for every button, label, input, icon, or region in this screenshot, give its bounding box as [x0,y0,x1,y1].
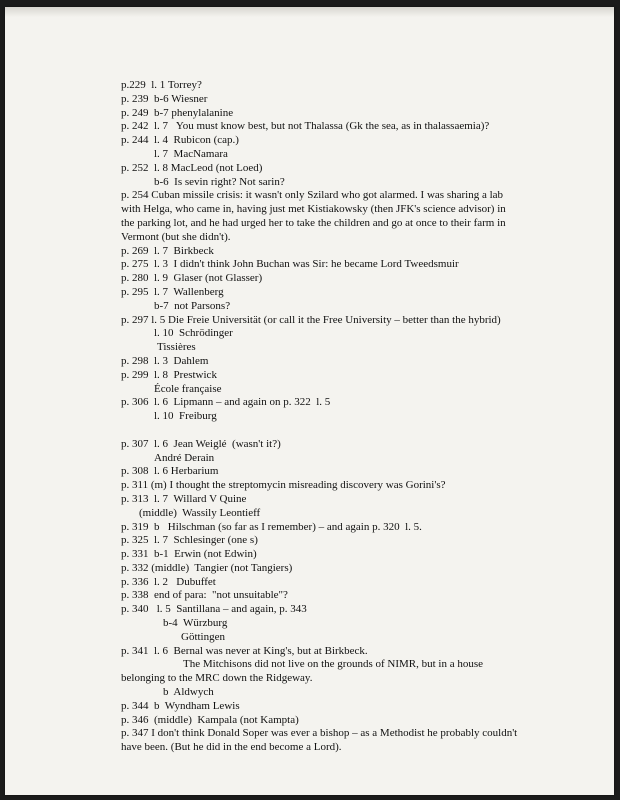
note-line: p. 340 l. 5 Santillana – and again, p. 343 [121,603,307,616]
note-line: l. 10 Schrödinger [154,327,233,340]
note-line: p. 298 l. 3 Dahlem [121,354,209,367]
note-line: p. 297 l. 5 Die Freie Universität (or call it the Free University – better than the hybrid) [121,313,501,326]
note-line: p. 275 l. 3 I didn't think John Buchan was Sir: he became Lord Tweedsmuir [121,258,459,271]
note-line: p. 307 l. 6 Jean Weiglé (wasn't it?) [121,437,281,450]
blank-line [121,424,521,438]
note-line: p. 239 b-6 Wiesner [121,92,208,105]
note-line: Tissières [157,341,196,354]
note-line: l. 10 Freiburg [154,410,217,423]
note-line: p. 344 b Wyndham Lewis [121,699,240,712]
note-line: p. 332 (middle) Tangier (not Tangiers) [121,561,293,574]
note-line: b-4 Würzburg [163,617,228,630]
note-line: p. 338 end of para: "not unsuitable"? [121,589,288,602]
note-line: p. 249 b-7 phenylalanine [121,106,234,119]
note-line: p. 336 l. 2 Dubuffet [121,575,216,588]
note-line: p. 341 l. 6 Bernal was never at King's, but at Birkbeck. [121,644,368,657]
note-line: p. 331 b-1 Erwin (not Edwin) [121,548,257,561]
note-line: p. 313 l. 7 Willard V Quine [121,492,247,505]
note-line: p. 346 (middle) Kampala (not Kampta) [121,713,299,726]
note-line: p. 242 l. 7 You must know best, but not Thalassa (Gk the sea, as in thalassaemia)? [121,120,490,133]
note-line: p. 306 l. 6 Lipmann – and again on p. 322 l. 5 [121,396,331,409]
note-line: p. 325 l. 7 Schlesinger (one s) [121,534,258,547]
note-line: p. 280 l. 9 Glaser (not Glasser) [121,272,263,285]
note-line: p. 347 I don't think Donald Soper was ever a bishop – as a Methodist he probably couldn't have been. (But he did in the end become a Lord). [121,727,518,754]
note-line: p.229 l. 1 Torrey? [121,79,202,91]
note-line: b-6 Is sevin right? Not sarin? [154,175,285,188]
note-line: Göttingen [181,630,225,643]
note-line: b Aldwych [163,686,214,699]
note-line: p. 308 l. 6 Herbarium [121,465,219,478]
note-line: p. 295 l. 7 Wallenberg [121,285,224,298]
note-line: p. 252 l. 8 MacLeod (not Loed) [121,161,263,174]
note-line: p. 311 (m) I thought the streptomycin misreading discovery was Gorini's? [121,479,446,492]
scan-edge-shadow [5,7,614,17]
correction-notes [121,79,521,755]
note-line: b-7 not Parsons? [154,299,231,312]
note-line: André Derain [154,451,215,464]
note-line: p. 269 l. 7 Birkbeck [121,244,214,257]
document-page [5,7,614,795]
note-line: p. 254 Cuban missile crisis: it wasn't only Szilard who got alarmed. I was sharing a lab with Helga, who came in, having just met Kistiakowsky (then JFK's science advisor) in the parking lot, and he had urged her to take the children and go at once to their farm in Vermont (but she didn't). [121,189,506,243]
note-line: The Mitchisons did not live on the grounds of NIMR, but in a house belonging to the MRC down the Ridgeway. [121,658,484,685]
note-line: p. 244 l. 4 Rubicon (cap.) [121,134,239,147]
note-line: p. 319 b Hilschman (so far as I remember) – and again p. 320 l. 5. [121,520,422,533]
note-line: École française [154,382,222,395]
note-line: l. 7 MacNamara [154,147,228,160]
note-line: (middle) Wassily Leontieff [139,506,261,519]
note-line: p. 299 l. 8 Prestwick [121,368,217,381]
